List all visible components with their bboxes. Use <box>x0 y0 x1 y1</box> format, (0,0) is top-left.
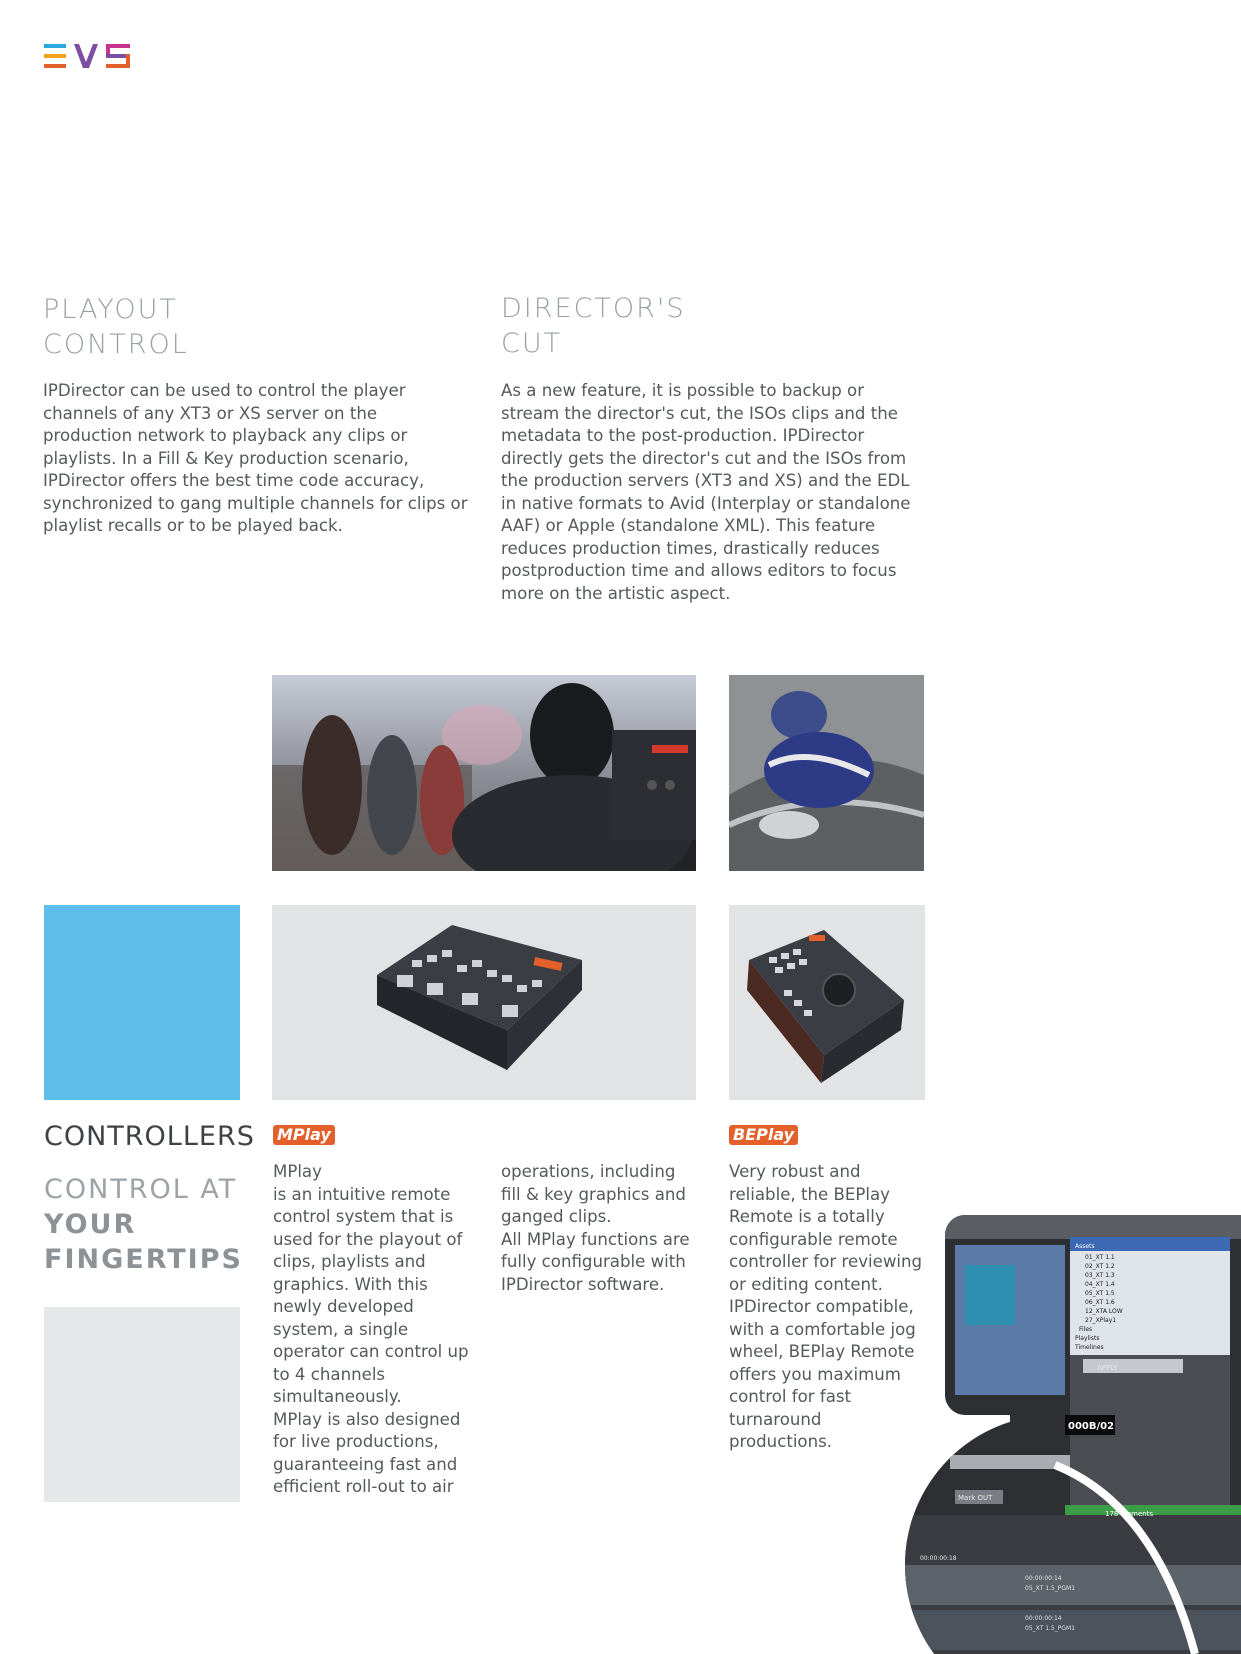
tree-root: Assets <box>1075 1243 1095 1250</box>
timecode: 00:00:00:14 <box>1025 1575 1062 1582</box>
evs-logo <box>44 44 134 68</box>
tagline-line3: FINGERTIPS <box>44 1244 243 1275</box>
beplay-text: Very robust and reliable, the BEPlay Remote is a totally configurable remote controller for reviewing or editing content. IPDirector compatible, with a comfortable jog wheel, BEPlay Remote offers you maximum control for fast turnaround productions. <box>729 1162 923 1451</box>
elements-count: 178 elements <box>1105 1510 1154 1518</box>
clip-counter: 000B/02 <box>1068 1421 1115 1432</box>
apply-button-label: APPLY <box>1097 1364 1118 1372</box>
beplay-badge: BEPlay <box>729 1125 798 1145</box>
tree-item: 05_XT 1.5 <box>1085 1290 1115 1297</box>
tree-footer-item: Files <box>1079 1326 1093 1333</box>
mplay-device-image <box>272 905 696 1100</box>
accent-blue-block <box>44 905 240 1100</box>
ipdirector-screenshot-fragment <box>905 1215 1241 1654</box>
tree-item: 03_XT 1.3 <box>1085 1272 1115 1279</box>
tagline-line2: YOUR <box>44 1209 137 1240</box>
mplay-text-col1: MPlay is an intuitive remote control system that is used for the playout of clips, playlists and graphics. With this newly developed system, a single operator can control up to 4 channels simultaneously. MPlay is also designed for live productions, guaranteeing fast and efficient roll-out to air <box>273 1162 469 1496</box>
track-label: 05_XT 1.5_PGM1 <box>1025 1625 1076 1632</box>
tree-item: 01_XT 1.1 <box>1085 1254 1115 1261</box>
timecode: 00:00:00:18 <box>920 1555 957 1562</box>
timecode: 00:00:00:14 <box>1025 1615 1062 1622</box>
tree-item: 27_XPlay1 <box>1085 1317 1117 1324</box>
track-label: 05_XT 1.5_PGM1 <box>1025 1585 1076 1592</box>
mark-out-label: Mark OUT <box>958 1494 993 1502</box>
tree-footer-item: Timelines <box>1075 1344 1104 1351</box>
tagline-line1: CONTROL AT <box>44 1174 238 1205</box>
playout-title <box>43 292 189 362</box>
directors-cut-body: As a new feature, it is possible to backup or stream the director's cut, the ISOs clips and the metadata to the post-production. IPDirector directly gets the director's cut and the ISOs from the production servers (XT3 and XS) and the EDL in native formats to Avid (Interplay or standalone AAF) or Apple (standalone XML). This feature reduces production times, drastically reduces postproduction time and allows editors to focus more on the artistic aspect. <box>501 381 911 603</box>
luge-photo <box>729 675 924 871</box>
playout-title-line1: PLAYOUT <box>43 294 178 325</box>
directors-cut-title-line2: CUT <box>501 328 563 359</box>
tree-footer-item: Playlists <box>1075 1335 1100 1342</box>
accent-grey-block <box>44 1307 240 1502</box>
mplay-text-col2: operations, including fill & key graphics and ganged clips. All MPlay functions are fully configurable with IPDirector software. <box>501 1162 690 1294</box>
beplay-device-image <box>729 905 925 1100</box>
camera-operator-photo <box>272 675 696 871</box>
controllers-tagline <box>44 1172 243 1277</box>
mplay-badge: MPlay <box>273 1125 335 1145</box>
tree-item: 12_XTA LOW <box>1085 1308 1123 1315</box>
playout-title-line2: CONTROL <box>43 329 189 360</box>
tree-item: 06_XT 1.6 <box>1085 1299 1115 1306</box>
controllers-heading: CONTROLLERS <box>44 1121 255 1152</box>
directors-cut-title <box>501 291 686 361</box>
tree-item: 02_XT 1.2 <box>1085 1263 1115 1270</box>
playout-body: IPDirector can be used to control the player channels of any XT3 or XS server on the production network to playback any clips or playlists. In a Fill & Key production scenario, IPDirector offers the best time code accuracy, synchronized to gang multiple channels for clips or playlist recalls or to be played back. <box>43 381 468 535</box>
directors-cut-title-line1: DIRECTOR'S <box>501 293 686 324</box>
tree-item: 04_XT 1.4 <box>1085 1281 1115 1288</box>
